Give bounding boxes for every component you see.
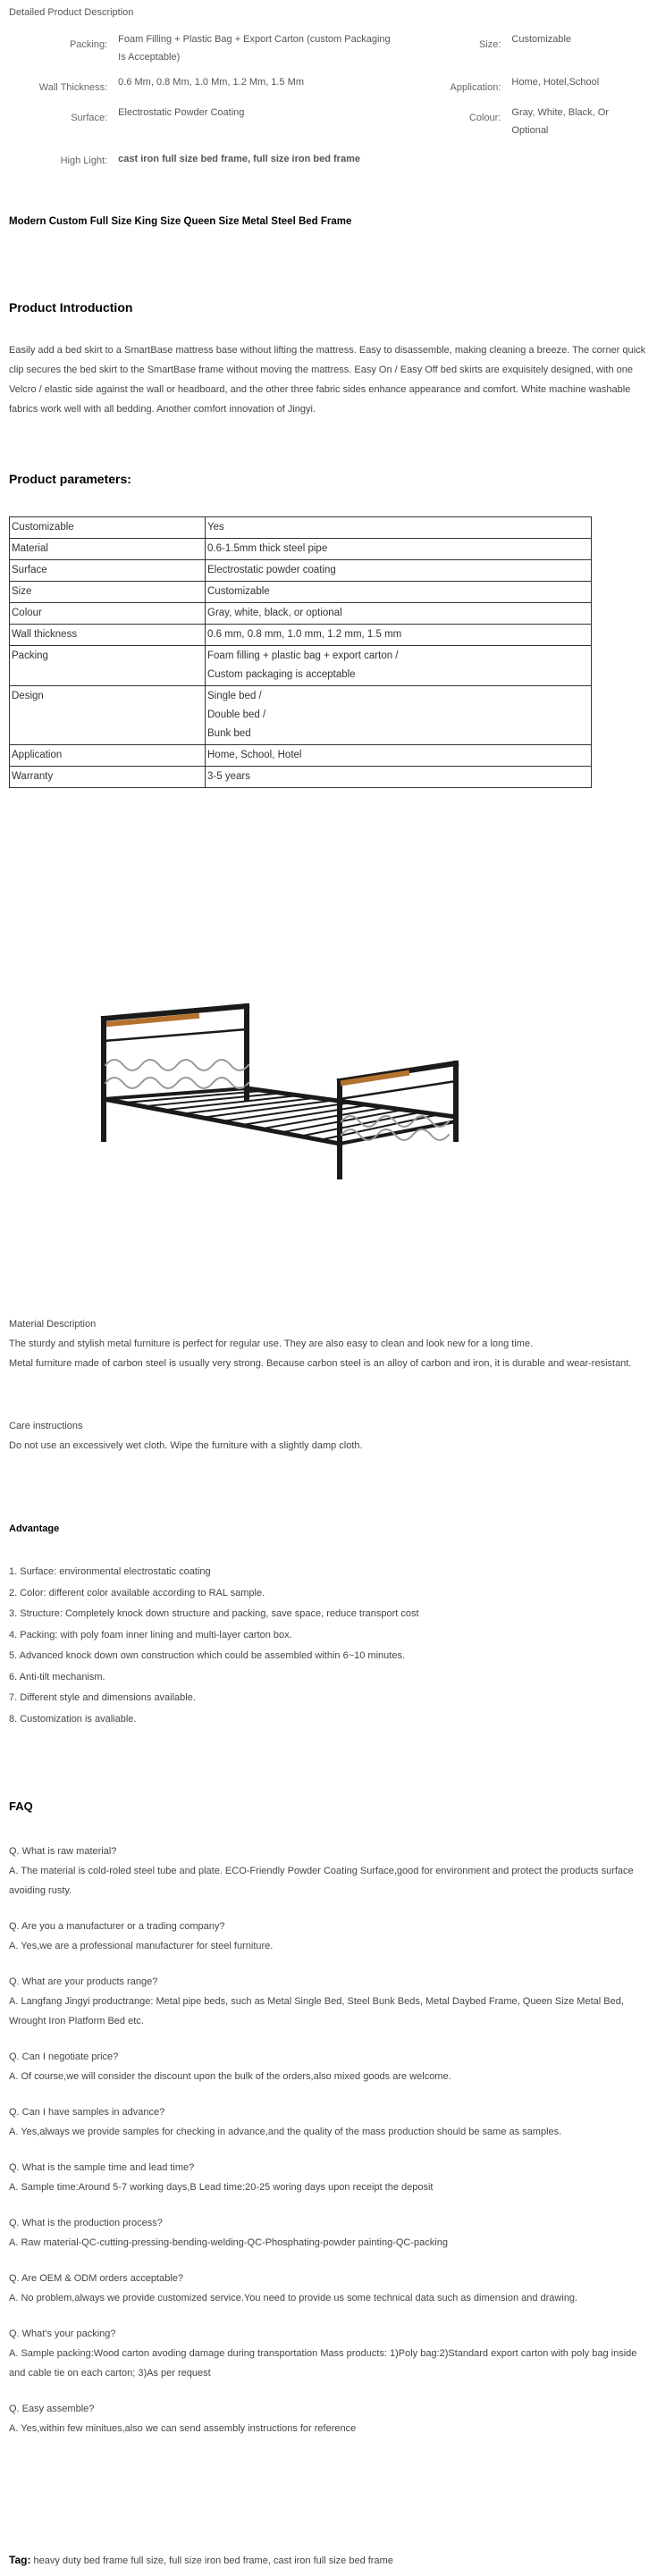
param-value-line: Single bed / (207, 691, 262, 701)
param-key: Size (10, 582, 206, 603)
param-value-line: Home, School, Hotel (207, 750, 302, 760)
faq-answer: A. No problem,always we provide customized service.You need to provide us some technical data such as dimension and drawing. (9, 2293, 578, 2303)
faq-answer: A. Langfang Jingyi productrange: Metal pipe beds, such as Metal Single Bed, Steel Bunk Beds, Metal Daybed Frame, Queen Size Metal Bed, Wrought Iron Platform Bed etc. (9, 1996, 624, 2026)
param-value (206, 560, 592, 582)
faq-answer: A. Sample time:Around 5-7 working days,B Lead time:20-25 woring days upon receipt the deposit (9, 2182, 434, 2193)
advantage-item: 6. Anti-tilt mechanism. (9, 1671, 105, 1682)
faq-answer: A. Of course,we will consider the discount upon the bulk of the orders,also mixed goods are welcome. (9, 2071, 451, 2082)
material-line: Metal furniture made of carbon steel is usually very strong. Because carbon steel is an alloy of carbon and iron, it is durable and wear-resistant. (9, 1358, 632, 1369)
param-value-line: Gray, white, black, or optional (207, 608, 342, 618)
spec-table (9, 27, 644, 173)
detail-heading: Detailed Product Description (9, 7, 134, 18)
param-key: Design (10, 686, 206, 745)
spec-value: 0.6 Mm, 0.8 Mm, 1.0 Mm, 1.2 Mm, 1.5 Mm (118, 77, 304, 88)
faq-question: Q. What is the sample time and lead time? (9, 2162, 195, 2173)
param-value (206, 686, 592, 745)
param-value (206, 517, 592, 539)
spec-value: Foam Filling + Plastic Bag + Export Carton (custom Packaging Is Acceptable) (118, 34, 391, 63)
intro-heading: Product Introduction (9, 300, 133, 315)
faq-question: Q. What's your packing? (9, 2328, 116, 2339)
param-value-line: Bunk bed (207, 728, 251, 739)
faq-item (9, 2324, 648, 2383)
param-key: Colour (10, 603, 206, 625)
advantage-item: 4. Packing: with poly foam inner lining and multi-layer carton box. (9, 1629, 292, 1640)
spec-row (9, 27, 644, 70)
spec-label: Packing: (69, 39, 108, 50)
faq-item (9, 2158, 648, 2197)
product-title: Modern Custom Full Size King Size Queen Size Metal Steel Bed Frame (9, 216, 352, 227)
faq-question: Q. What is raw material? (9, 1846, 117, 1857)
param-value-line: 3-5 years (207, 771, 250, 782)
spec-value: Home, Hotel,School (511, 77, 600, 88)
bed-frame-illustration (89, 974, 483, 1179)
param-value-line: Electrostatic powder coating (207, 565, 336, 575)
param-value (206, 539, 592, 560)
faq-item (9, 2399, 648, 2438)
param-row (10, 767, 592, 788)
param-key: Customizable (10, 517, 206, 539)
faq-answer: A. Sample packing:Wood carton avoding damage during transportation Mass products: 1)Poly bag:2)Standard export carton with poly bag inside and cable tie on each carton; 3)As per request (9, 2348, 637, 2379)
faq-answer: A. Yes,always we provide samples for checking in advance,and the quality of the mass production should be same as samples. (9, 2127, 562, 2137)
faq-item (9, 1842, 648, 1901)
param-value (206, 745, 592, 767)
material-heading: Material Description (9, 1319, 97, 1330)
param-value-line: Customizable (207, 586, 270, 597)
param-key: Warranty (10, 767, 206, 788)
param-value-line: 0.6-1.5mm thick steel pipe (207, 543, 328, 554)
faq-answer: A. Yes,we are a professional manufacturer for steel furniture. (9, 1941, 274, 1951)
faq-question: Q. What is the production process? (9, 2218, 163, 2228)
faq-heading: FAQ (9, 1800, 33, 1813)
material-section (9, 1314, 648, 1373)
advantage-item: 8. Customization is avaliable. (9, 1713, 137, 1724)
param-value (206, 646, 592, 686)
bed-slat (261, 1107, 386, 1129)
faq-item (9, 2269, 648, 2308)
advantage-item: 5. Advanced knock down own construction which could be assembled within 6~10 minutes. (9, 1650, 406, 1661)
tag-line: Tag: heavy duty bed frame full size, full size iron bed frame, cast iron full size bed frame (9, 2554, 393, 2566)
param-key: Wall thickness (10, 625, 206, 646)
faq-question: Q. Easy assemble? (9, 2404, 95, 2414)
param-value (206, 603, 592, 625)
faq-list (9, 1842, 648, 2454)
param-value-line: Yes (207, 522, 224, 533)
highlight-value: cast iron full size bed frame, full size iron bed frame (118, 154, 360, 164)
spec-label: Wall Thickness: (38, 82, 108, 93)
faq-item (9, 1917, 648, 1956)
highlight-row (9, 143, 644, 173)
param-value-line: Custom packaging is acceptable (207, 669, 356, 680)
advantage-heading: Advantage (9, 1523, 60, 1534)
advantage-item: 1. Surface: environmental electrostatic coating (9, 1566, 211, 1577)
param-row (10, 539, 592, 560)
spec-label: Size: (478, 39, 501, 50)
param-value (206, 767, 592, 788)
param-value-line: 0.6 mm, 0.8 mm, 1.0 mm, 1.2 mm, 1.5 mm (207, 629, 402, 640)
spec-label: Application: (450, 82, 501, 93)
spec-value: Electrostatic Powder Coating (118, 107, 245, 118)
param-value-line: Foam filling + plastic bag + export carton / (207, 650, 399, 661)
highlight-label: High Light: (60, 155, 108, 166)
spec-label: Colour: (468, 113, 501, 123)
faq-question: Q. Are you a manufacturer or a trading company? (9, 1921, 225, 1932)
spec-value: Gray, White, Black, Or Optional (511, 107, 609, 136)
tag-link[interactable]: heavy duty bed frame full size (33, 2555, 164, 2566)
param-row (10, 686, 592, 745)
material-line: The sturdy and stylish metal furniture is perfect for regular use. They are also easy to clean and look new for a long time. (9, 1338, 534, 1349)
faq-question: Q. Can I have samples in advance? (9, 2107, 165, 2118)
tag-link[interactable]: cast iron full size bed frame (273, 2555, 393, 2566)
advantage-item: 3. Structure: Completely knock down structure and packing, save space, reduce transport cost (9, 1608, 419, 1619)
faq-item (9, 1972, 648, 2031)
params-table (9, 516, 592, 788)
param-key: Surface (10, 560, 206, 582)
intro-text: Easily add a bed skirt to a SmartBase mattress base without lifting the mattress. Easy to disassemble, making cleaning a breeze. The corner quick clip secures the bed skirt to the SmartBase frame without moving the mattress. Easy On / Easy Off bed skirts are exquisitely designed, with one Velcro / elastic side against the wall or headboard, and the other three fabric sides enhance appearance and comfort. White machine washable fabrics work well with all bedding. Another comfort innovation of Jingyi. (9, 345, 646, 415)
param-key: Application (10, 745, 206, 767)
param-row (10, 517, 592, 539)
faq-answer: A. Yes,within few minitues,also we can send assembly instructions for reference (9, 2423, 357, 2434)
param-row (10, 582, 592, 603)
tag-link[interactable]: full size iron bed frame (169, 2555, 268, 2566)
param-row (10, 745, 592, 767)
param-row (10, 603, 592, 625)
spec-label: Surface: (71, 113, 108, 123)
param-value (206, 625, 592, 646)
param-key: Material (10, 539, 206, 560)
faq-item (9, 2213, 648, 2253)
care-section (9, 1416, 648, 1456)
faq-item (9, 2102, 648, 2142)
care-text: Do not use an excessively wet cloth. Wipe the furniture with a slightly damp cloth. (9, 1440, 363, 1451)
care-heading: Care instructions (9, 1421, 83, 1431)
faq-question: Q. Can I negotiate price? (9, 2052, 119, 2062)
advantage-list (9, 1562, 648, 1730)
faq-question: Q. What are your products range? (9, 1976, 158, 1987)
faq-answer: A. Raw material-QC-cutting-pressing-bending-welding-QC-Phosphating-powder painting-QC-packing (9, 2237, 448, 2248)
faq-item (9, 2047, 648, 2086)
advantage-item: 7. Different style and dimensions available. (9, 1692, 196, 1703)
spec-value: Customizable (511, 34, 572, 45)
param-row (10, 646, 592, 686)
tag-label: Tag: (9, 2554, 31, 2566)
faq-answer: A. The material is cold-roled steel tube and plate. ECO-Friendly Powder Coating Surface,good for environment and protect the products surface avoiding rusty. (9, 1866, 634, 1896)
spec-row (9, 100, 644, 143)
params-heading: Product parameters: (9, 472, 131, 486)
advantage-item: 2. Color: different color available according to RAL sample. (9, 1587, 265, 1598)
param-value (206, 582, 592, 603)
param-key: Packing (10, 646, 206, 686)
param-row (10, 625, 592, 646)
param-row (10, 560, 592, 582)
spec-row (9, 70, 644, 100)
faq-question: Q. Are OEM & ODM orders acceptable? (9, 2273, 184, 2284)
bed-frame-image (89, 974, 483, 1179)
param-value-line: Double bed / (207, 709, 266, 720)
